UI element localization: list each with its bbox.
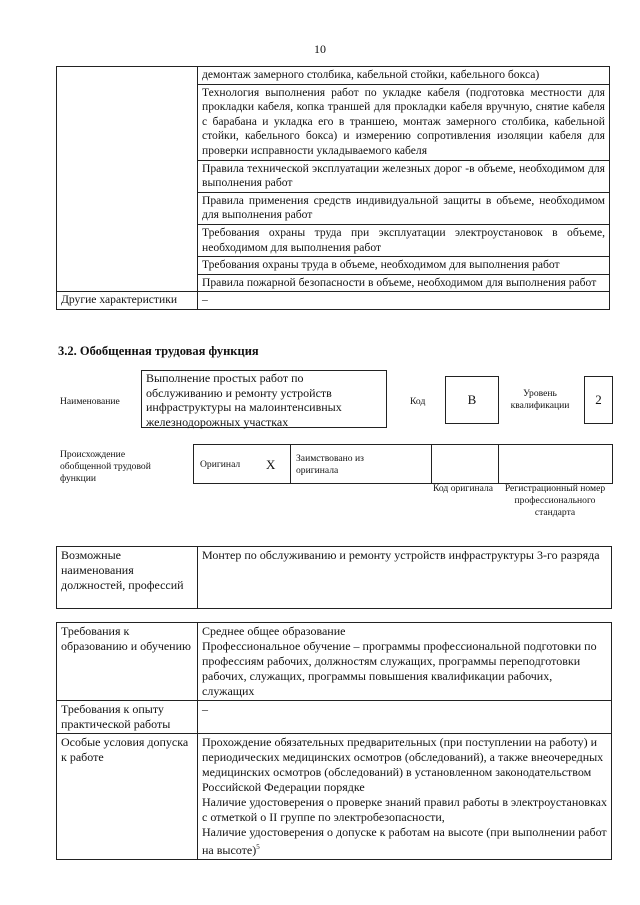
knowledge-item: Правила технической эксплуатации железных дорог -в объеме, необходимом для выполнения работ (198, 160, 610, 192)
conditions-label: Особые условия допуска к работе (57, 734, 198, 860)
positions-value: Монтер по обслуживанию и ремонту устройств инфраструктуры 3-го разряда (198, 547, 612, 609)
reg-number-caption: Регистрационный номер профессионального стандарта (504, 483, 606, 518)
condition-line: Прохождение обязательных предварительных (при поступлении на работу) и периодических медицинских осмотров (обследований), а также внеочередных медицинских осмотров (обследований) в установленном законодательством Российской Федерации порядке (202, 735, 604, 794)
other-characteristics-value: – (198, 292, 610, 310)
code-value: В (445, 376, 499, 424)
knowledge-item: Правила применения средств индивидуальной защиты в объеме, необходимом для выполнения работ (198, 192, 610, 224)
name-label: Наименование (60, 396, 120, 407)
knowledge-item: Требования охраны труда в объеме, необходимом для выполнения работ (198, 257, 610, 275)
education-line: Среднее общее образование (202, 624, 346, 638)
divider (431, 445, 432, 483)
origin-label: Происхождение обобщенной трудовой функции (60, 449, 151, 484)
education-label: Требования к образованию и обучению (57, 623, 198, 701)
origin-box (193, 444, 613, 484)
knowledge-item: Технология выполнения работ по укладке кабеля (подготовка местности для прокладки кабеля, копка траншей для прокладки кабеля вручную, снятие кабеля с барабана и укладка его в траншею, монтаж замерного столбика, кабельной стойки, кабельного бокса) и измерению сопротивления изоляции кабеля для проверки исправности укладываемого кабеля (198, 84, 610, 160)
function-name-value: Выполнение простых работ по обслуживанию и ремонту устройств инфраструктуры на малоинтенсивных железнодорожных участках (141, 370, 387, 428)
divider (290, 445, 291, 483)
condition-line-text: Наличие удостоверения о допуске к работам на высоте (при выполнении работ на высоте) (202, 825, 607, 857)
code-original-caption: Код оригинала (432, 483, 494, 494)
education-line: Профессиональное обучение – программы профессиональной подготовки по профессиям рабочих, должностям служащих, программы переподготовки рабочих, служащих, программы повышения квалификации рабочих, служащих (202, 639, 597, 698)
knowledge-item: демонтаж замерного столбика, кабельной стойки, кабельного бокса) (198, 67, 610, 85)
empty-label-cell (57, 67, 198, 292)
experience-value: – (198, 701, 612, 734)
original-mark: Х (266, 457, 276, 472)
section-heading: 3.2. Обобщенная трудовая функция (58, 344, 259, 358)
knowledge-item: Правила пожарной безопасности в объеме, необходимом для выполнения работ (198, 274, 610, 292)
requirements-table (56, 622, 612, 860)
condition-line: Наличие удостоверения о проверке знаний правил работы в электроустановках с отметкой о II группе по электробезопасности, (202, 795, 607, 824)
other-characteristics-label: Другие характеристики (57, 292, 198, 310)
knowledge-item: Требования охраны труда при эксплуатации электроустановок в объеме, необходимом для выполнения работ (198, 224, 610, 256)
positions-label: Возможные наименования должностей, профессий (57, 547, 198, 609)
experience-label: Требования к опыту практической работы (57, 701, 198, 734)
original-label: Оригинал (200, 459, 241, 470)
footnote-mark: 5 (256, 843, 260, 851)
positions-table (56, 546, 612, 609)
knowledge-table (56, 66, 610, 310)
divider (498, 445, 499, 483)
code-label: Код (410, 396, 426, 407)
level-value: 2 (584, 376, 613, 424)
level-label: Уровень квалификации (510, 388, 570, 411)
page-number: 10 (314, 42, 326, 56)
conditions-value (198, 734, 612, 860)
education-value (198, 623, 612, 701)
borrowed-label: Заимствовано из оригинала (296, 453, 364, 476)
condition-line (202, 825, 607, 858)
